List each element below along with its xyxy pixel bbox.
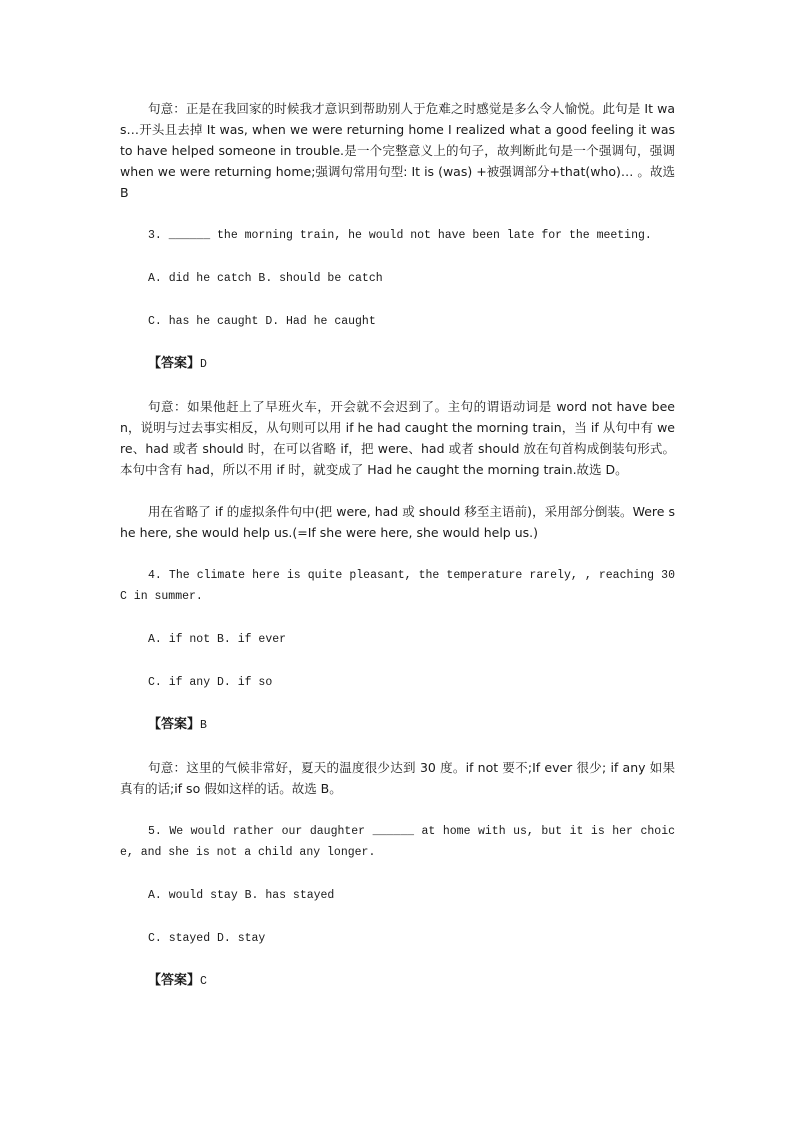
explanation-q3: 句意：如果他赶上了早班火车，开会就不会迟到了。主句的谓语动词是 word not have been，说明与过去事实相反，从句则可以用 if he had caught the morning train，当 if 从句中有 were、had 或者 should 时，在可以省略 if，把 were、had 或者 should 放在句首构成倒装句形式。本句中含有 had，所以不用 if 时，就变成了 Had he caught the morning train.故选 D。 — [120, 399, 675, 477]
explanation-q3-note: 用在省略了 if 的虚拟条件句中(把 were, had 或 should 移至主语前)，采用部分倒装。Were she here, she would help us.(=If she were here, she would help us.) — [120, 504, 675, 540]
question-5: 5. We would rather our daughter ______ at home with us, but it is her choice, and she is not a child any longer. — [120, 825, 675, 859]
answer-label: 【答案】 — [148, 356, 201, 371]
question-4-options-ab: A. if not B. if ever — [148, 633, 287, 646]
answer-value: D — [200, 358, 207, 371]
answer-3 — [120, 353, 675, 375]
explanation-q2: 句意：正是在我回家的时候我才意识到帮助别人于危难之时感觉是多么令人愉悦。此句是 It was…开头且去掉 It was, when we were returning home I realized what a good feeling it was to have helped someone in trouble.是一个完整意义上的句子，故判断此句是一个强调句，强调 when we were returning home;强调句常用句型: It is (was) +被强调部分+that(who)… 。故选 B — [120, 101, 675, 200]
question-5-options-ab: A. would stay B. has stayed — [148, 889, 335, 902]
document-page — [120, 98, 675, 992]
answer-4 — [120, 714, 675, 736]
answer-value: B — [200, 719, 207, 732]
answer-label: 【答案】 — [148, 973, 201, 988]
question-5-options-cd: C. stayed D. stay — [148, 932, 266, 945]
question-3-options-cd: C. has he caught D. Had he caught — [148, 315, 376, 328]
question-3-options-ab: A. did he catch B. should be catch — [148, 272, 383, 285]
question-3: 3. ______ the morning train, he would not have been late for the meeting. — [148, 229, 652, 242]
answer-value: C — [200, 975, 207, 988]
answer-label: 【答案】 — [148, 717, 201, 732]
answer-5 — [120, 970, 675, 992]
explanation-q4: 句意：这里的气候非常好，夏天的温度很少达到 30 度。if not 要不;If ever 很少; if any 如果真有的话;if so 假如这样的话。故选 B。 — [120, 760, 675, 796]
question-4: 4. The climate here is quite pleasant, the temperature rarely, , reaching 30C in summer. — [120, 569, 675, 603]
question-4-options-cd: C. if any D. if so — [148, 676, 273, 689]
